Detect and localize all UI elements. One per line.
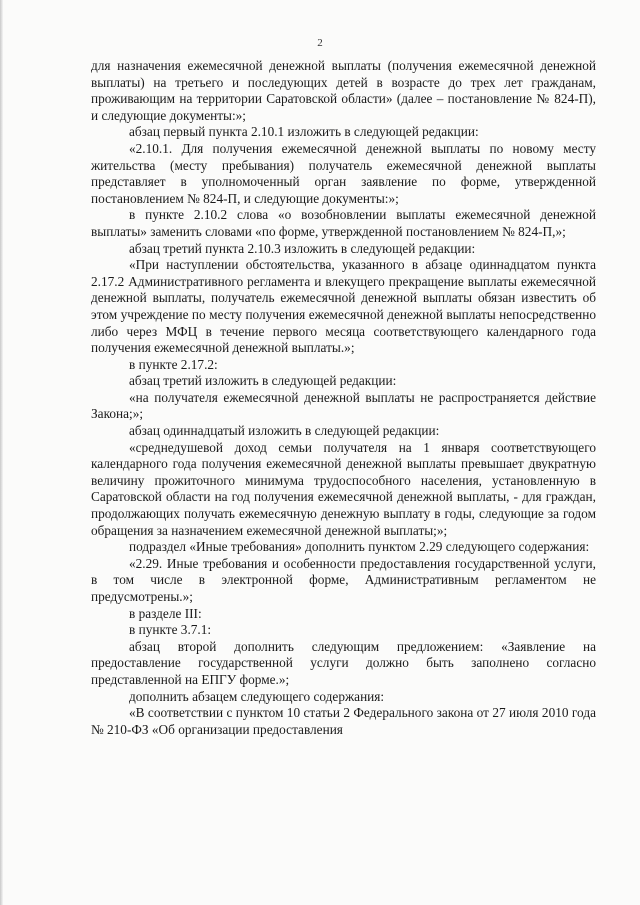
paragraph: абзац третий изложить в следующей редакции:: [129, 373, 397, 389]
paragraph: дополнить абзацем следующего содержания:: [129, 688, 385, 704]
paragraph: «2.29. Иные требования и особенности предоставления государственной услуги, в том числе в электронной форме, Административным регламентом не предусмотрены.»;: [91, 555, 596, 604]
paragraph: абзац первый пункта 2.10.1 изложить в следующей редакции:: [129, 124, 479, 140]
page-number: 2: [317, 37, 323, 49]
paragraph: подраздел «Иные требования» дополнить пунктом 2.29 следующего содержания:: [129, 539, 590, 555]
paragraph: «При наступлении обстоятельства, указанного в абзаце одиннадцатом пункта 2.17.2 Административного регламента и влекущего прекращение выплаты ежемесячной денежной выплаты, получатель ежемесячной денежной выплаты обязан известить об этом учреждение по месту получения ежемесячной денежной выплаты непосредственно либо через МФЦ в течение первого месяца соответствующего календарного года получения ежемесячной денежной выплаты.»;: [91, 257, 596, 356]
paragraph: «2.10.1. Для получения ежемесячной денежной выплаты по новому месту жительства (месту пребывания) получатель ежемесячной денежной выплаты представляет в уполномоченный орган заявление по форме, утвержденной постановлением № 824-П, и следующие документы:»;: [91, 140, 596, 206]
paragraph: «среднедушевой доход семьи получателя на 1 января соответствующего календарного года получения ежемесячной денежной выплаты превышает двукратную величину прожиточного минимума трудоспособного населения, установленную в Саратовской области на год получения ежемесячной денежной выплаты, - для граждан, продолжающих получать ежемесячную денежную выплату в годы, следующие за годом обращения за назначением ежемесячной денежной выплаты;»;: [91, 439, 596, 538]
paragraph: абзац третий пункта 2.10.3 изложить в следующей редакции:: [129, 240, 476, 256]
paragraph: абзац второй дополнить следующим предложением: «Заявление на предоставление государственной услуги должно быть заполнено согласно представленной на ЕПГУ форме.»;: [91, 638, 596, 687]
scan-edge: [0, 0, 3, 905]
paragraph: «на получателя ежемесячной денежной выплаты не распространяется действие Закона;»;: [91, 389, 596, 422]
document-body: [91, 58, 596, 738]
paragraph: в пункте 2.10.2 слова «о возобновлении выплаты ежемесячной денежной выплаты» заменить словами «по форме, утвержденной постановлением № 824-П,»;: [91, 207, 596, 239]
paragraph: в пункте 2.17.2:: [129, 356, 218, 372]
paragraph: «В соответствии с пунктом 10 статьи 2 Федерального закона от 27 июля 2010 года № 210-ФЗ «Об организации предоставления: [91, 705, 596, 737]
paragraph: для назначения ежемесячной денежной выплаты (получения ежемесячной денежной выплаты) на третьего и последующих детей в возрасте до трех лет гражданам, проживающим на территории Саратовской области» (далее – постановление № 824-П), и следующие документы:»;: [91, 58, 596, 123]
paragraph: в разделе III:: [129, 605, 202, 621]
paragraph: в пункте 3.7.1:: [129, 622, 212, 638]
paragraph: абзац одиннадцатый изложить в следующей редакции:: [129, 423, 440, 439]
